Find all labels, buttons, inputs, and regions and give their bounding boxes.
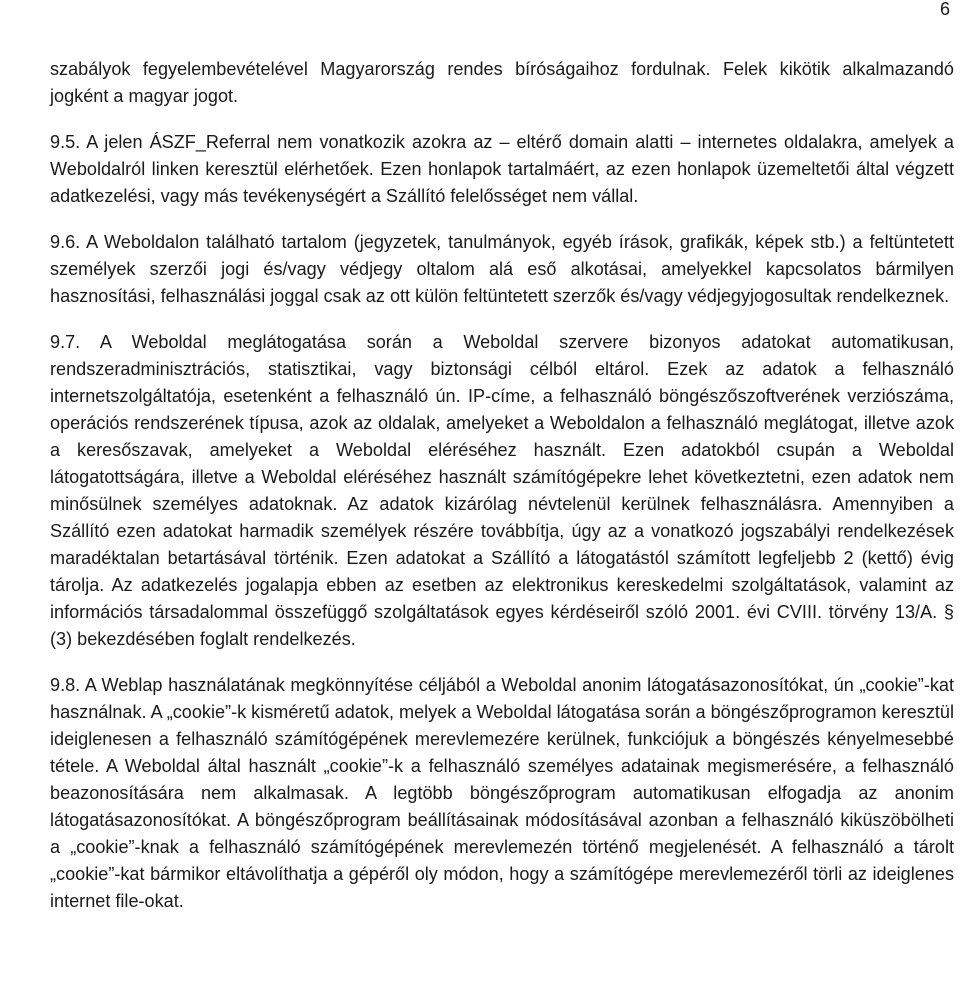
paragraph-intro: szabályok fegyelembevételével Magyarország rendes bíróságaihoz fordulnak. Felek kikötik alkalmazandó jogként a magyar jogot. bbox=[50, 59, 954, 106]
paragraph-9-5: 9.5. A jelen ÁSZF_Referral nem vonatkozik azokra az – eltérő domain alatti – internetes oldalakra, amelyek a Weboldalról linken keresztül elérhetőek. Ezen honlapok tartalmáért, az ezen honlapok üzemeltetői által végzett adatkezelési, vagy más tevékenységért a Szállító felelősséget nem vállal. bbox=[50, 132, 954, 206]
document-body bbox=[50, 56, 954, 915]
page-number: 6 bbox=[939, 0, 950, 19]
paragraph-9-8: 9.8. A Weblap használatának megkönnyítése céljából a Weboldal anonim látogatásazonosítókat, ún „cookie”-kat használnak. A „cookie”-k kisméretű adatok, melyek a Weboldal látogatása során a böngészőprogramon keresztül ideiglenesen a felhasználó számítógépének merevlemezére kerülnek, funkciójuk a böngészés kényelmesebbé tétele. A Weboldal által használt „cookie”-k a felhasználó személyes adatainak megismerésére, a felhasználó beazonosítására nem alkalmasak. A legtöbb böngészőprogram automatikusan elfogadja az anonim látogatásazonosítókat. A böngészőprogram beállításainak módosításával azonban a felhasználó kiküszöbölheti a „cookie”-knak a felhasználó számítógépének merevlemezén történő megjelenését. A felhasználó a tárolt „cookie”-kat bármikor eltávolíthatja a gépéről oly módon, hogy a számítógépe merevlemezéről törli az ideiglenes internet file-okat. bbox=[50, 675, 954, 911]
paragraph-9-7: 9.7. A Weboldal meglátogatása során a Weboldal szervere bizonyos adatokat automatikusan, rendszeradminisztrációs, statisztikai, vagy biztonsági célból eltárol. Ezek az adatok a felhasználó internetszolgáltatója, esetenként a felhasználó ún. IP-címe, a felhasználó böngészőszoftverének verziószáma, operációs rendszerének típusa, azok az oldalak, amelyeket a Weboldalon a felhasználó meglátogat, illetve azok a keresőszavak, amelyeket a Weboldal eléréséhez használt. Ezen adatokból csupán a Weboldal látogatottságára, illetve a Weboldal eléréséhez használt számítógépekre lehet következtetni, ezen adatok nem minősülnek személyes adatoknak. Az adatok kizárólag névtelenül kerülnek felhasználásra. Amennyiben a Szállító ezen adatokat harmadik személyek részére továbbítja, úgy az a vonatkozó jogszabályi rendelkezések maradéktalan betartásával történik. Ezen adatokat a Szállító a látogatástól számított legfeljebb 2 (kettő) évig tárolja. Az adatkezelés jogalapja ebben az esetben az elektronikus kereskedelmi szolgáltatások, valamint az információs társadalommal összefüggő szolgáltatások egyes kérdéseiről szóló 2001. évi CVIII. törvény 13/A. § (3) bekezdésében foglalt rendelkezés. bbox=[50, 332, 954, 649]
paragraph-9-6: 9.6. A Weboldalon található tartalom (jegyzetek, tanulmányok, egyéb írások, grafikák, képek stb.) a feltüntetett személyek szerzői jogi és/vagy védjegy oltalom alá eső alkotásai, amelyekkel kapcsolatos bármilyen hasznosítási, felhasználási joggal csak az ott külön feltüntetett szerzők és/vagy védjegyjogosultak rendelkeznek. bbox=[50, 232, 954, 306]
